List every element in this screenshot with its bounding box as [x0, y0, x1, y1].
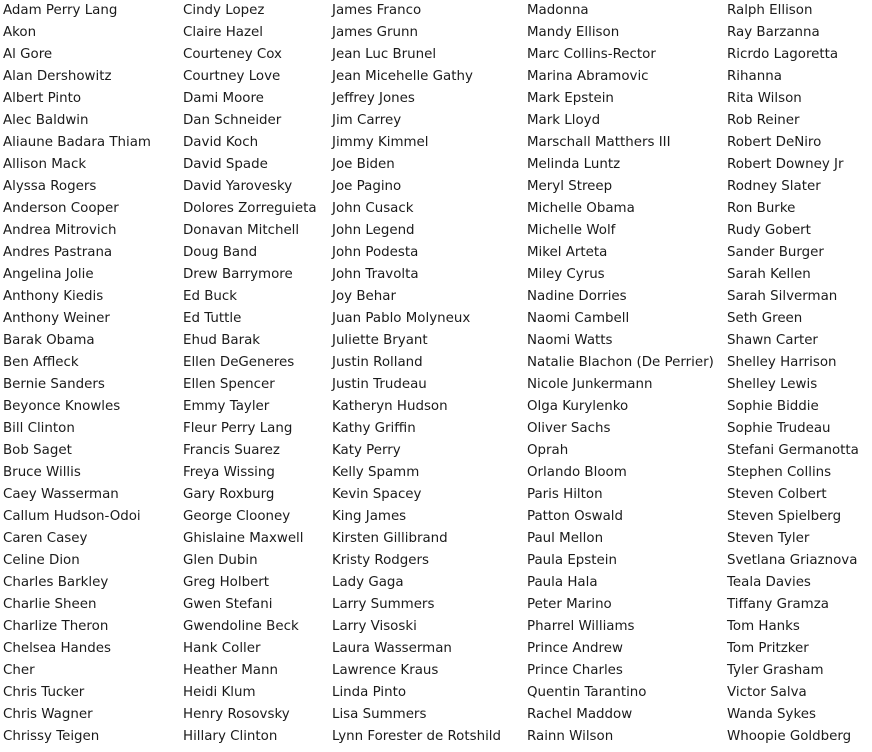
- name-entry: Gwen Stefani: [183, 597, 273, 612]
- name-entry: Charlie Sheen: [3, 597, 97, 612]
- name-entry: Jean Luc Brunel: [332, 47, 437, 62]
- name-entry: Bill Clinton: [3, 421, 75, 436]
- name-entry: Lawrence Kraus: [332, 663, 439, 678]
- name-entry: Ray Barzanna: [727, 25, 820, 40]
- name-entry: Whoopie Goldberg: [727, 729, 852, 744]
- name-entry: Hank Coller: [183, 641, 261, 656]
- name-entry: Caren Casey: [3, 531, 88, 546]
- name-entry: Jeffrey Jones: [332, 91, 415, 106]
- name-entry: Alan Dershowitz: [3, 69, 112, 84]
- name-entry: Justin Trudeau: [332, 377, 427, 392]
- name-entry: Chris Tucker: [3, 685, 85, 700]
- name-entry: Marschall Matthers III: [527, 135, 671, 150]
- name-entry: Alec Baldwin: [3, 113, 89, 128]
- name-entry: Ed Tuttle: [183, 311, 242, 326]
- name-entry: Naomi Watts: [527, 333, 613, 348]
- name-entry: Nadine Dorries: [527, 289, 627, 304]
- name-entry: Steven Tyler: [727, 531, 810, 546]
- name-entry: Bernie Sanders: [3, 377, 105, 392]
- name-entry: Tom Hanks: [727, 619, 800, 634]
- name-entry: Marina Abramovic: [527, 69, 649, 84]
- name-entry: Mikel Arteta: [527, 245, 608, 260]
- name-entry: Stephen Collins: [727, 465, 832, 480]
- name-entry: Gwendoline Beck: [183, 619, 299, 634]
- name-entry: Orlando Bloom: [527, 465, 627, 480]
- name-entry: Jean Micehelle Gathy: [332, 69, 473, 84]
- name-entry: Al Gore: [3, 47, 53, 62]
- name-entry: Greg Holbert: [183, 575, 270, 590]
- name-entry: Robert DeNiro: [727, 135, 822, 150]
- name-entry: Joe Pagino: [332, 179, 402, 194]
- name-entry: Wanda Sykes: [727, 707, 816, 722]
- name-entry: Anthony Kiedis: [3, 289, 104, 304]
- name-entry: Naomi Cambell: [527, 311, 630, 326]
- name-entry: Barak Obama: [3, 333, 95, 348]
- name-entry: John Cusack: [332, 201, 414, 216]
- name-entry: Dolores Zorreguieta: [183, 201, 317, 216]
- name-column-4: [527, 0, 714, 748]
- name-entry: Tiffany Gramza: [727, 597, 829, 612]
- name-entry: Oprah: [527, 443, 569, 458]
- name-entry: David Yarovesky: [183, 179, 293, 194]
- name-entry: Sander Burger: [727, 245, 824, 260]
- name-entry: John Travolta: [332, 267, 419, 282]
- name-entry: Michelle Obama: [527, 201, 635, 216]
- name-entry: Oliver Sachs: [527, 421, 611, 436]
- name-entry: John Podesta: [332, 245, 419, 260]
- name-column-3: [332, 0, 501, 748]
- name-entry: Fleur Perry Lang: [183, 421, 293, 436]
- name-entry: Teala Davies: [727, 575, 811, 590]
- name-entry: Paula Hala: [527, 575, 598, 590]
- name-entry: Beyonce Knowles: [3, 399, 121, 414]
- name-entry: Heidi Klum: [183, 685, 256, 700]
- name-entry: Juan Pablo Molyneux: [332, 311, 471, 326]
- name-entry: Dan Schneider: [183, 113, 282, 128]
- name-entry: Katheryn Hudson: [332, 399, 448, 414]
- name-entry: Drew Barrymore: [183, 267, 293, 282]
- name-entry: Cher: [3, 663, 35, 678]
- name-entry: Rudy Gobert: [727, 223, 811, 238]
- name-entry: Ben Affleck: [3, 355, 79, 370]
- name-entry: James Franco: [332, 3, 422, 18]
- name-entry: Angelina Jolie: [3, 267, 94, 282]
- name-entry: Tyler Grasham: [727, 663, 824, 678]
- name-entry: Ralph Ellison: [727, 3, 813, 18]
- name-entry: Rob Reiner: [727, 113, 800, 128]
- name-entry: Stefani Germanotta: [727, 443, 859, 458]
- name-entry: Lady Gaga: [332, 575, 404, 590]
- name-entry: Courtney Love: [183, 69, 281, 84]
- name-entry: Nicole Junkermann: [527, 377, 653, 392]
- name-column-1: [3, 0, 151, 748]
- name-entry: Ed Buck: [183, 289, 238, 304]
- name-entry: Mandy Ellison: [527, 25, 620, 40]
- name-entry: Anderson Cooper: [3, 201, 119, 216]
- name-entry: Mark Lloyd: [527, 113, 601, 128]
- name-entry: Doug Band: [183, 245, 258, 260]
- name-entry: Glen Dubin: [183, 553, 258, 568]
- name-entry: John Legend: [332, 223, 415, 238]
- name-entry: Charles Barkley: [3, 575, 109, 590]
- name-entry: Svetlana Griaznova: [727, 553, 858, 568]
- name-entry: David Spade: [183, 157, 268, 172]
- name-entry: Joy Behar: [332, 289, 396, 304]
- name-entry: Lynn Forester de Rotshild: [332, 729, 502, 744]
- name-entry: Adam Perry Lang: [3, 3, 118, 18]
- name-entry: Steven Spielberg: [727, 509, 842, 524]
- name-entry: Hillary Clinton: [183, 729, 278, 744]
- name-entry: Paula Epstein: [527, 553, 617, 568]
- name-entry: Kirsten Gillibrand: [332, 531, 448, 546]
- name-entry: Charlize Theron: [3, 619, 109, 634]
- name-entry: Pharrel Williams: [527, 619, 635, 634]
- name-entry: Meryl Streep: [527, 179, 613, 194]
- name-entry: Sophie Biddie: [727, 399, 819, 414]
- name-entry: Heather Mann: [183, 663, 278, 678]
- name-entry: Shelley Harrison: [727, 355, 837, 370]
- name-entry: Cindy Lopez: [183, 3, 265, 18]
- name-entry: Sophie Trudeau: [727, 421, 831, 436]
- name-entry: Caey Wasserman: [3, 487, 119, 502]
- name-entry: David Koch: [183, 135, 259, 150]
- name-entry: Jimmy Kimmel: [332, 135, 429, 150]
- name-entry: Marc Collins-Rector: [527, 47, 656, 62]
- name-entry: Bruce Willis: [3, 465, 81, 480]
- name-entry: Emmy Tayler: [183, 399, 270, 414]
- name-entry: Freya Wissing: [183, 465, 275, 480]
- name-entry: Sarah Kellen: [727, 267, 811, 282]
- name-entry: Francis Suarez: [183, 443, 280, 458]
- name-entry: James Grunn: [332, 25, 419, 40]
- name-entry: Olga Kurylenko: [527, 399, 629, 414]
- name-entry: Kevin Spacey: [332, 487, 422, 502]
- name-entry: Rita Wilson: [727, 91, 802, 106]
- name-entry: Rihanna: [727, 69, 782, 84]
- name-entry: Rodney Slater: [727, 179, 821, 194]
- name-entry: King James: [332, 509, 407, 524]
- name-entry: Chris Wagner: [3, 707, 93, 722]
- name-entry: Dami Moore: [183, 91, 264, 106]
- name-column-5: [727, 0, 859, 748]
- name-entry: Madonna: [527, 3, 589, 18]
- name-entry: Donavan Mitchell: [183, 223, 300, 238]
- name-entry: Natalie Blachon (De Perrier): [527, 355, 714, 370]
- name-entry: Katy Perry: [332, 443, 401, 458]
- name-entry: Shawn Carter: [727, 333, 818, 348]
- name-entry: Paris Hilton: [527, 487, 603, 502]
- name-entry: Ellen Spencer: [183, 377, 275, 392]
- name-entry: Michelle Wolf: [527, 223, 616, 238]
- name-entry: Kelly Spamm: [332, 465, 420, 480]
- name-entry: Kristy Rodgers: [332, 553, 430, 568]
- name-entry: Celine Dion: [3, 553, 80, 568]
- name-entry: Sarah Silverman: [727, 289, 838, 304]
- name-entry: Courteney Cox: [183, 47, 282, 62]
- name-entry: Rachel Maddow: [527, 707, 633, 722]
- name-entry: Larry Summers: [332, 597, 435, 612]
- name-entry: Laura Wasserman: [332, 641, 452, 656]
- name-entry: Callum Hudson-Odoi: [3, 509, 141, 524]
- name-entry: Prince Charles: [527, 663, 623, 678]
- name-entry: Peter Marino: [527, 597, 612, 612]
- name-entry: Andrea Mitrovich: [3, 223, 117, 238]
- name-entry: Larry Visoski: [332, 619, 417, 634]
- name-entry: Allison Mack: [3, 157, 87, 172]
- name-entry: Andres Pastrana: [3, 245, 113, 260]
- name-entry: Prince Andrew: [527, 641, 623, 656]
- name-entry: Linda Pinto: [332, 685, 407, 700]
- name-entry: Kathy Griffin: [332, 421, 416, 436]
- name-entry: Ron Burke: [727, 201, 796, 216]
- name-entry: Miley Cyrus: [527, 267, 605, 282]
- name-entry: Mark Epstein: [527, 91, 614, 106]
- name-entry: Juliette Bryant: [332, 333, 428, 348]
- name-entry: Steven Colbert: [727, 487, 827, 502]
- name-entry: Robert Downey Jr: [727, 157, 844, 172]
- name-entry: Justin Rolland: [332, 355, 423, 370]
- name-entry: Rainn Wilson: [527, 729, 614, 744]
- name-entry: Lisa Summers: [332, 707, 427, 722]
- name-entry: Paul Mellon: [527, 531, 604, 546]
- name-entry: Ghislaine Maxwell: [183, 531, 304, 546]
- name-entry: Gary Roxburg: [183, 487, 275, 502]
- name-entry: Anthony Weiner: [3, 311, 110, 326]
- name-entry: Seth Green: [727, 311, 803, 326]
- name-column-2: [183, 0, 317, 748]
- name-entry: Ellen DeGeneres: [183, 355, 295, 370]
- name-entry: Chrissy Teigen: [3, 729, 100, 744]
- name-entry: Melinda Luntz: [527, 157, 621, 172]
- name-entry: Jim Carrey: [332, 113, 402, 128]
- name-entry: Henry Rosovsky: [183, 707, 290, 722]
- name-entry: Quentin Tarantino: [527, 685, 647, 700]
- name-entry: Ehud Barak: [183, 333, 261, 348]
- name-entry: Akon: [3, 25, 37, 40]
- name-entry: Joe Biden: [332, 157, 395, 172]
- name-entry: Tom Pritzker: [727, 641, 809, 656]
- name-entry: Claire Hazel: [183, 25, 263, 40]
- name-entry: Alyssa Rogers: [3, 179, 97, 194]
- name-entry: Aliaune Badara Thiam: [3, 135, 151, 150]
- name-entry: Albert Pinto: [3, 91, 82, 106]
- name-entry: Patton Oswald: [527, 509, 624, 524]
- name-entry: Ricrdo Lagoretta: [727, 47, 839, 62]
- name-entry: Bob Saget: [3, 443, 72, 458]
- name-entry: Victor Salva: [727, 685, 807, 700]
- name-entry: Shelley Lewis: [727, 377, 818, 392]
- name-entry: Chelsea Handes: [3, 641, 111, 656]
- name-entry: George Clooney: [183, 509, 291, 524]
